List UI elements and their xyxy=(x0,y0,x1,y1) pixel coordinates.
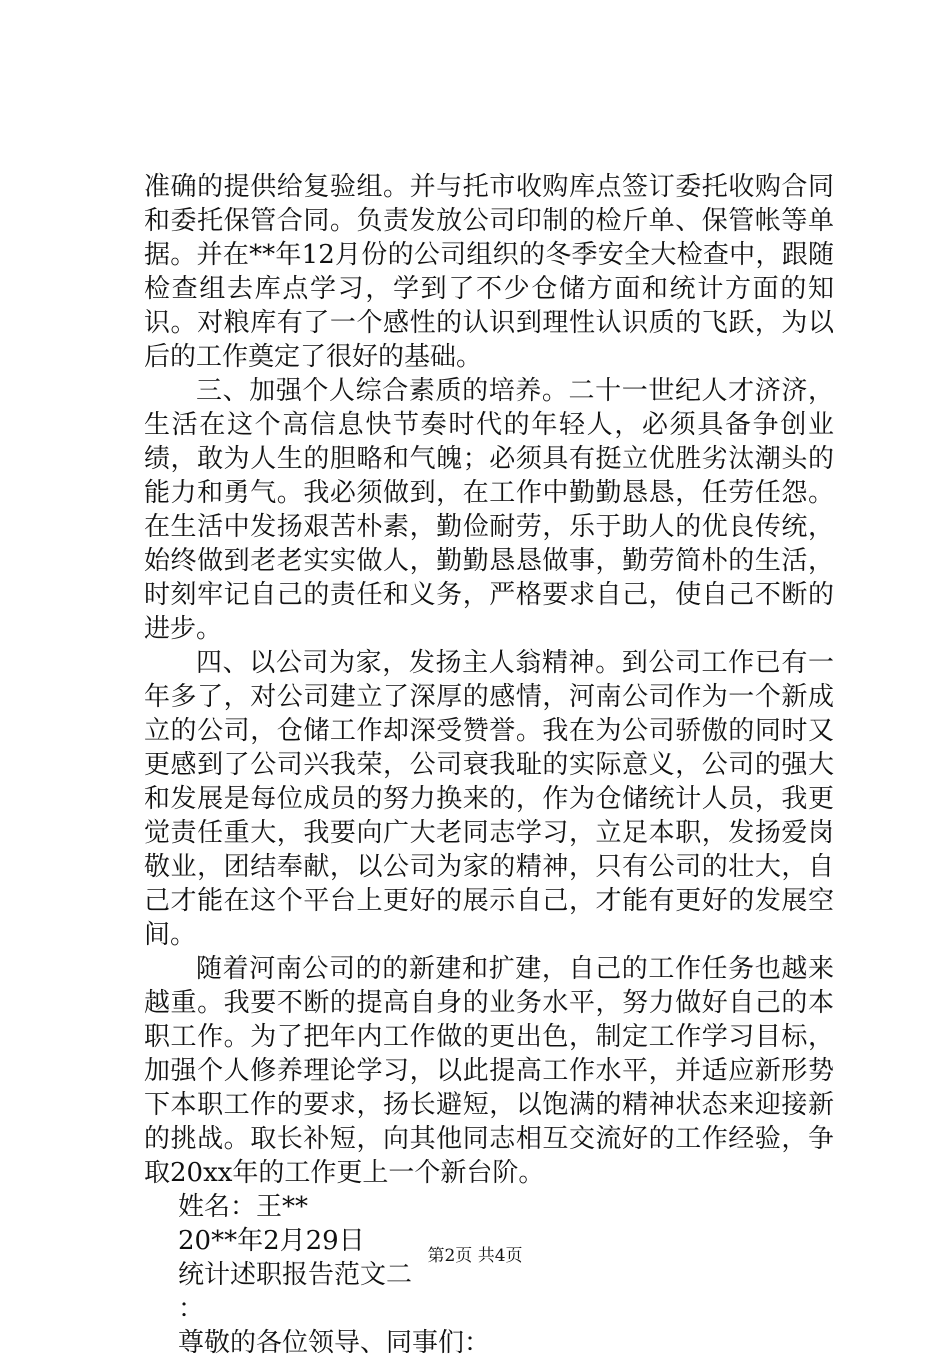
paragraph-section-four: 四、以公司为家，发扬主人翁精神。到公司工作已有一年多了，对公司建立了深厚的感情，河南公司作为一个新成立的公司，仓储工作却深受赞誉。我在为公司骄傲的同时又更感到了公司兴我荣，公司衰我耻的实际意义，公司的强大和发展是每位成员的努力换来的，作为仓储统计人员，我更觉责任重大，我要向广大老同志学习，立足本职，发扬爱岗敬业，团结奉献，以公司为家的精神，只有公司的壮大，自己才能在这个平台上更好的展示自己，才能有更好的发展空间。 xyxy=(144,648,834,950)
greeting-line: 尊敬的各位领导、同事们： xyxy=(178,1328,491,1358)
signature-date: 20**年2月29日 xyxy=(178,1226,365,1256)
colon-line: ： xyxy=(178,1294,205,1324)
signature-name: 姓名：王** xyxy=(178,1192,309,1222)
paragraph-closing: 随着河南公司的的新建和扩建，自己的工作任务也越来越重。我要不断的提高自身的业务水平，努力做好自己的本职工作。为了把年内工作做的更出色，制定工作学习目标，加强个人修养理论学习，以此提高工作水平，并适应新形势下本职工作的要求，扬长避短，以饱满的精神状态来迎接新的挑战。取长补短，向其他同志相互交流好的工作经验，争取20xx年的工作更上一个新台阶。 xyxy=(144,954,834,1188)
document-body xyxy=(144,170,834,1360)
paragraph-section-three: 三、加强个人综合素质的培养。二十一世纪人才济济，生活在这个高信息快节奏时代的年轻人，必须具备争创业绩，敢为人生的胆略和气魄；必须具有挺立优胜劣汰潮头的能力和勇气。我必须做到，在工作中勤勤恳恳，任劳任怨。在生活中发扬艰苦朴素，勤俭耐劳，乐于助人的优良传统，始终做到老老实实做人，勤勤恳恳做事，勤劳简朴的生活，时刻牢记自己的责任和义务，严格要求自己，使自己不断的进步。 xyxy=(144,376,834,644)
page-number-footer: 第2页 共4页 xyxy=(427,1246,523,1266)
next-section-title: 统计述职报告范文二 xyxy=(178,1260,413,1290)
paragraph-continuation: 准确的提供给复验组。并与托市收购库点签订委托收购合同和委托保管合同。负责发放公司印制的检斤单、保管帐等单据。并在**年12月份的公司组织的冬季安全大检查中，跟随检查组去库点学习，学到了不少仓储方面和统计方面的知识。对粮库有了一个感性的认识到理性认识质的飞跃，为以后的工作奠定了很好的基础。 xyxy=(144,172,834,372)
